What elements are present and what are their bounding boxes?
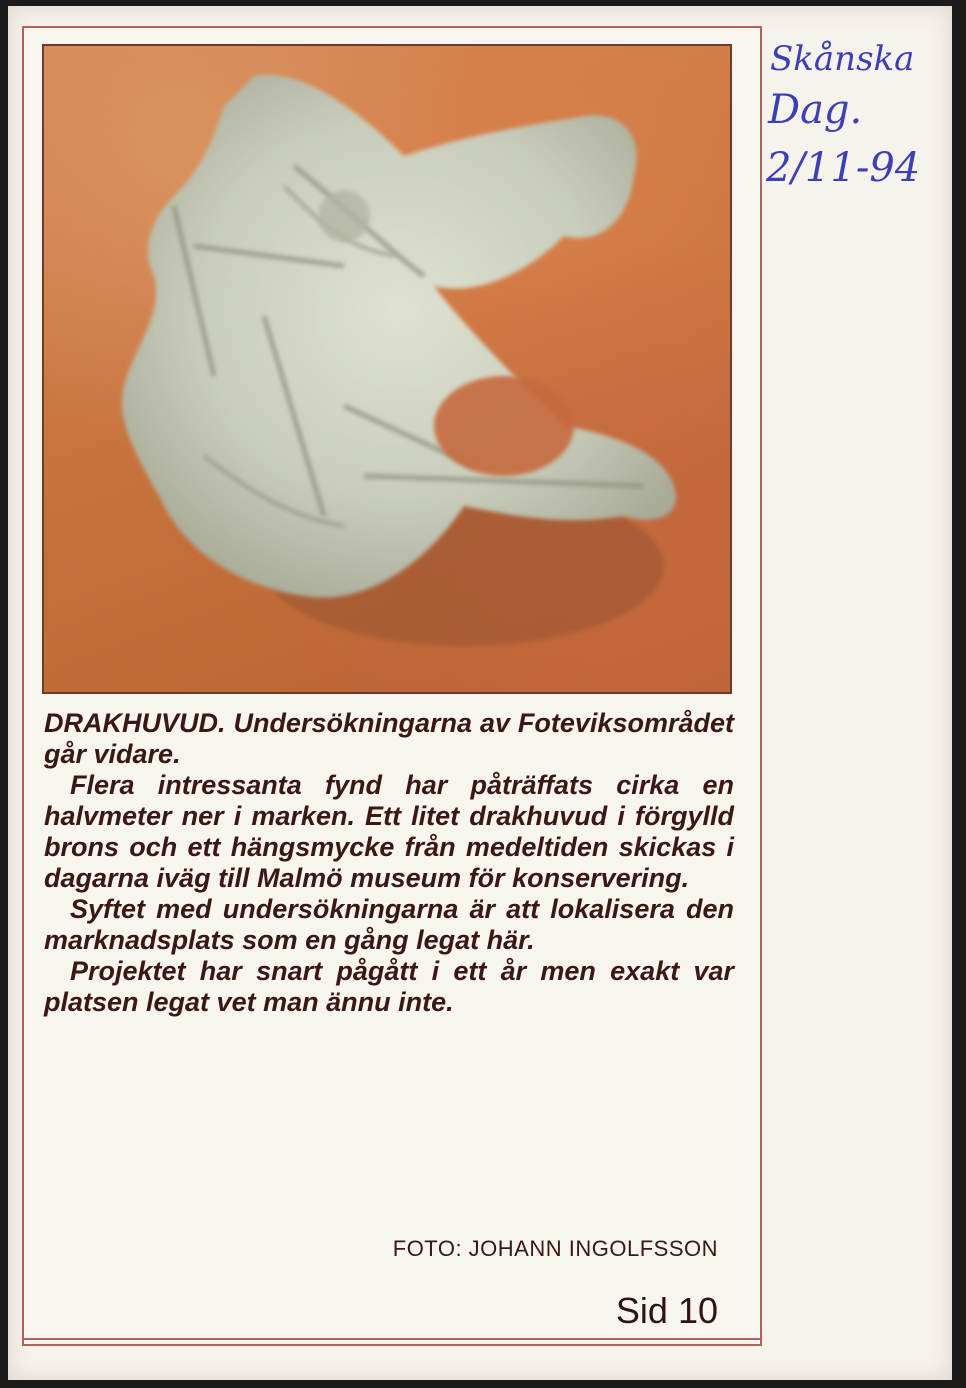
scanned-page	[8, 6, 952, 1380]
photo-credit: FOTO: JOHANN INGOLFSSON	[392, 1236, 718, 1261]
handwritten-date: 2/11-94	[766, 145, 921, 191]
dragon-head-photo	[42, 44, 732, 694]
paragraph-1: Flera intressanta fynd har påträffats cirka en halvmeter ner i marken. Ett litet drakhuvud i förgylld brons och ett hängsmycke från medeltiden skickas i dagarna iväg till Malmö museum för konservering.	[44, 770, 734, 893]
handwritten-source: Skånska	[770, 39, 915, 79]
dragon-head-artifact	[44, 46, 732, 694]
newspaper-clipping	[22, 26, 762, 1346]
paragraph-3: Projektet har snart pågått i ett år men exakt var platsen legat vet man ännu inte.	[44, 956, 734, 1017]
article-lead	[44, 708, 734, 770]
paragraph-2: Syftet med undersökningarna är att lokalisera den marknadsplats som en gång legat här.	[44, 894, 734, 955]
bottom-rule	[24, 1338, 760, 1340]
lead-text: Undersökningarna av Foteviksområdet går vidare.	[44, 708, 734, 769]
page-number: Sid 10	[615, 1290, 718, 1331]
handwritten-source-line2: Dag.	[768, 87, 863, 133]
handwritten-note	[766, 39, 956, 191]
article-body	[44, 708, 734, 1018]
headline: DRAKHUVUD.	[44, 708, 226, 738]
